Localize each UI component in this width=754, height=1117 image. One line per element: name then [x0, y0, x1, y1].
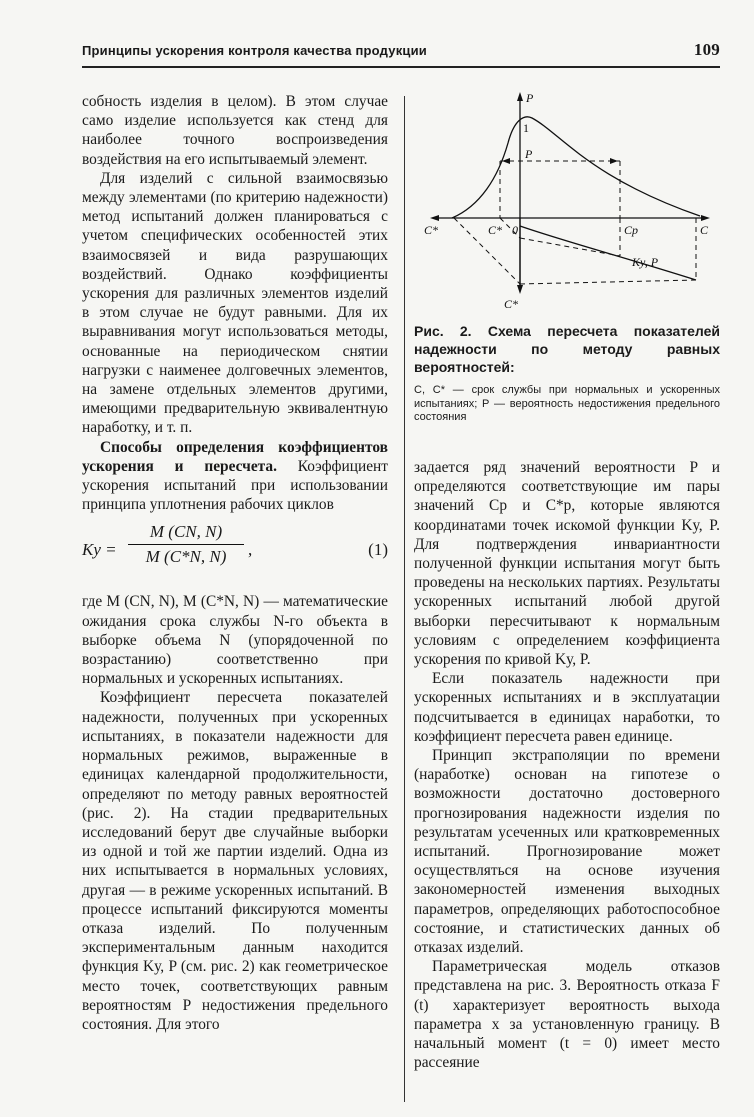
label-one: 1: [523, 121, 529, 135]
label-p-axis: P: [526, 91, 534, 105]
formula-comma: ,: [248, 540, 253, 560]
paragraph: собность изделия в целом). В этом случае само изделие используется как стенд для наиболее точного воспроизведения воздействия на его испытываемый элемент.: [82, 93, 388, 168]
label-c-star-bottom: C*: [504, 297, 519, 311]
paragraph: Параметрическая модель отказов представлена на рис. 3. Вероятность отказа F (t) характеризует вероятность выхода параметра x за установленную границу. В начальный момент (t = 0) имеет место рассеяние: [414, 958, 720, 1072]
diagonal-left: [454, 218, 520, 284]
page-number: 109: [693, 40, 720, 59]
ky-p-curve: [520, 226, 696, 280]
p-axis-arrow: [517, 92, 523, 101]
column-divider: [404, 96, 405, 1102]
running-title: Принципы ускорения контроля качества продукции: [82, 43, 427, 58]
figure-caption: [414, 322, 720, 425]
paragraph: Если показатель надежности при ускоренных испытаниях и в эксплуатации подсчитывается в единицах наработки, то коэффициент пересчета равен единице.: [414, 670, 720, 745]
label-origin: 0: [512, 223, 518, 237]
label-c-star-mid: C*: [488, 223, 503, 237]
formula-fraction: [128, 522, 244, 565]
label-c-right: C: [700, 223, 709, 237]
right-column: [414, 458, 720, 1073]
label-cp: Cp: [624, 223, 639, 237]
left-column: [82, 92, 388, 1034]
paragraph-text: Коэффициент ускорения испытаний при использовании принципа уплотнения рабочих циклов: [82, 457, 388, 514]
label-p-mark: P: [525, 147, 533, 161]
c-star-axis-arrow: [430, 215, 439, 221]
arrow-right: [610, 158, 618, 164]
paragraph: Коэффициент пересчета показателей надежности, полученных при ускоренных испытаниях, в показатели надежности для нормальных режимов, выраженные в единицах календарной продолжительности, определяют по методу равных вероятностей (рис. 2). На стадии предварительных исследований берут две случайные выборки из одной и той же партии изделий. Одна из них испытывается в нормальных условиях, другая — в режиме ускоренных испытаний. В процессе испытаний фиксируются моменты отказа изделий. По полученным экспериментальным данным находится функция Kу, P (см. рис. 2) как геометрическое место точек, соответствующих равным вероятностям P недостижения предельного состояния. Для этого: [82, 689, 388, 1033]
caption-title: Рис. 2. Схема пересчета показателей надежности по методу равных вероятностей:: [414, 323, 720, 375]
section-heading: Способы определения коэффициентов ускорения и пересчета.: [82, 438, 388, 475]
c-star-down-arrow: [517, 285, 523, 294]
running-header: [82, 40, 720, 62]
label-ky-p: Kу, P: [632, 255, 659, 269]
formula-lhs: Kу =: [82, 540, 117, 560]
figure-2: [420, 88, 720, 316]
figure-2-diagram: [420, 88, 720, 316]
paragraph: Для изделий с сильной взаимосвязью между элементами (по критерию надежности) метод испытаний должен планироваться с учетом специфических особенностей этих взаимосвязей и вида разрушающих воздействий. Однако коэффициенты ускорения для различных элементов изделий в этом случае не будут равными. Для их выравнивания могут использоваться методы, основанные на периодическом снятии нагрузки с наименее долговечных элементов, на замене отдельных элементов другими, имеющими предварительную эквивалентную наработку, и т. п.: [82, 169, 388, 437]
formula-1: [82, 520, 388, 582]
label-c-star-left: C*: [424, 223, 439, 237]
paragraph: [82, 438, 388, 515]
formula-denominator: M (C*N, N): [145, 546, 227, 566]
formula-numerator: M (CN, N): [128, 522, 244, 544]
caption-note: C, C* — срок службы при нормальных и ускоренных испытаниях; P — вероятность недостижения предельного состояния: [414, 384, 720, 423]
header-rule: [82, 66, 720, 68]
equation-number: (1): [368, 540, 388, 560]
paragraph: Принцип экстраполяции по времени (наработке) основан на гипотезе о возможности достаточно достоверного прогнозирования надежности изделия по результатам усеченных или кратковременных испытаний. Прогнозирование может осуществляться на основе изучения закономерностей изменения выходных параметров, определяющих работоспособное состояние, и статистических данных об отказах изделий.: [414, 747, 720, 957]
c-axis-arrow: [701, 215, 710, 221]
projection-line-2: [520, 280, 696, 284]
paragraph: задается ряд значений вероятности P и определяются соответствующие им пары значений Cp и C*p, которые являются координатами точек искомой функции Kу, P. Для подтверждения инвариантности полученной функции испытания могут быть проведены на нескольких партиях. Результаты ускоренных испытаний любой другой выборки пересчитывают к нормальным условиям с определением коэффициента ускорения по кривой Kу, P.: [414, 459, 720, 669]
projection-line: [520, 238, 620, 256]
probability-curve: [452, 117, 700, 218]
paragraph: где M (CN, N), M (C*N, N) — математические ожидания срока службы N-го объекта в выборке объема N (упорядоченной по возрастанию) соответственно при нормальных и ускоренных испытаниях.: [82, 593, 388, 688]
